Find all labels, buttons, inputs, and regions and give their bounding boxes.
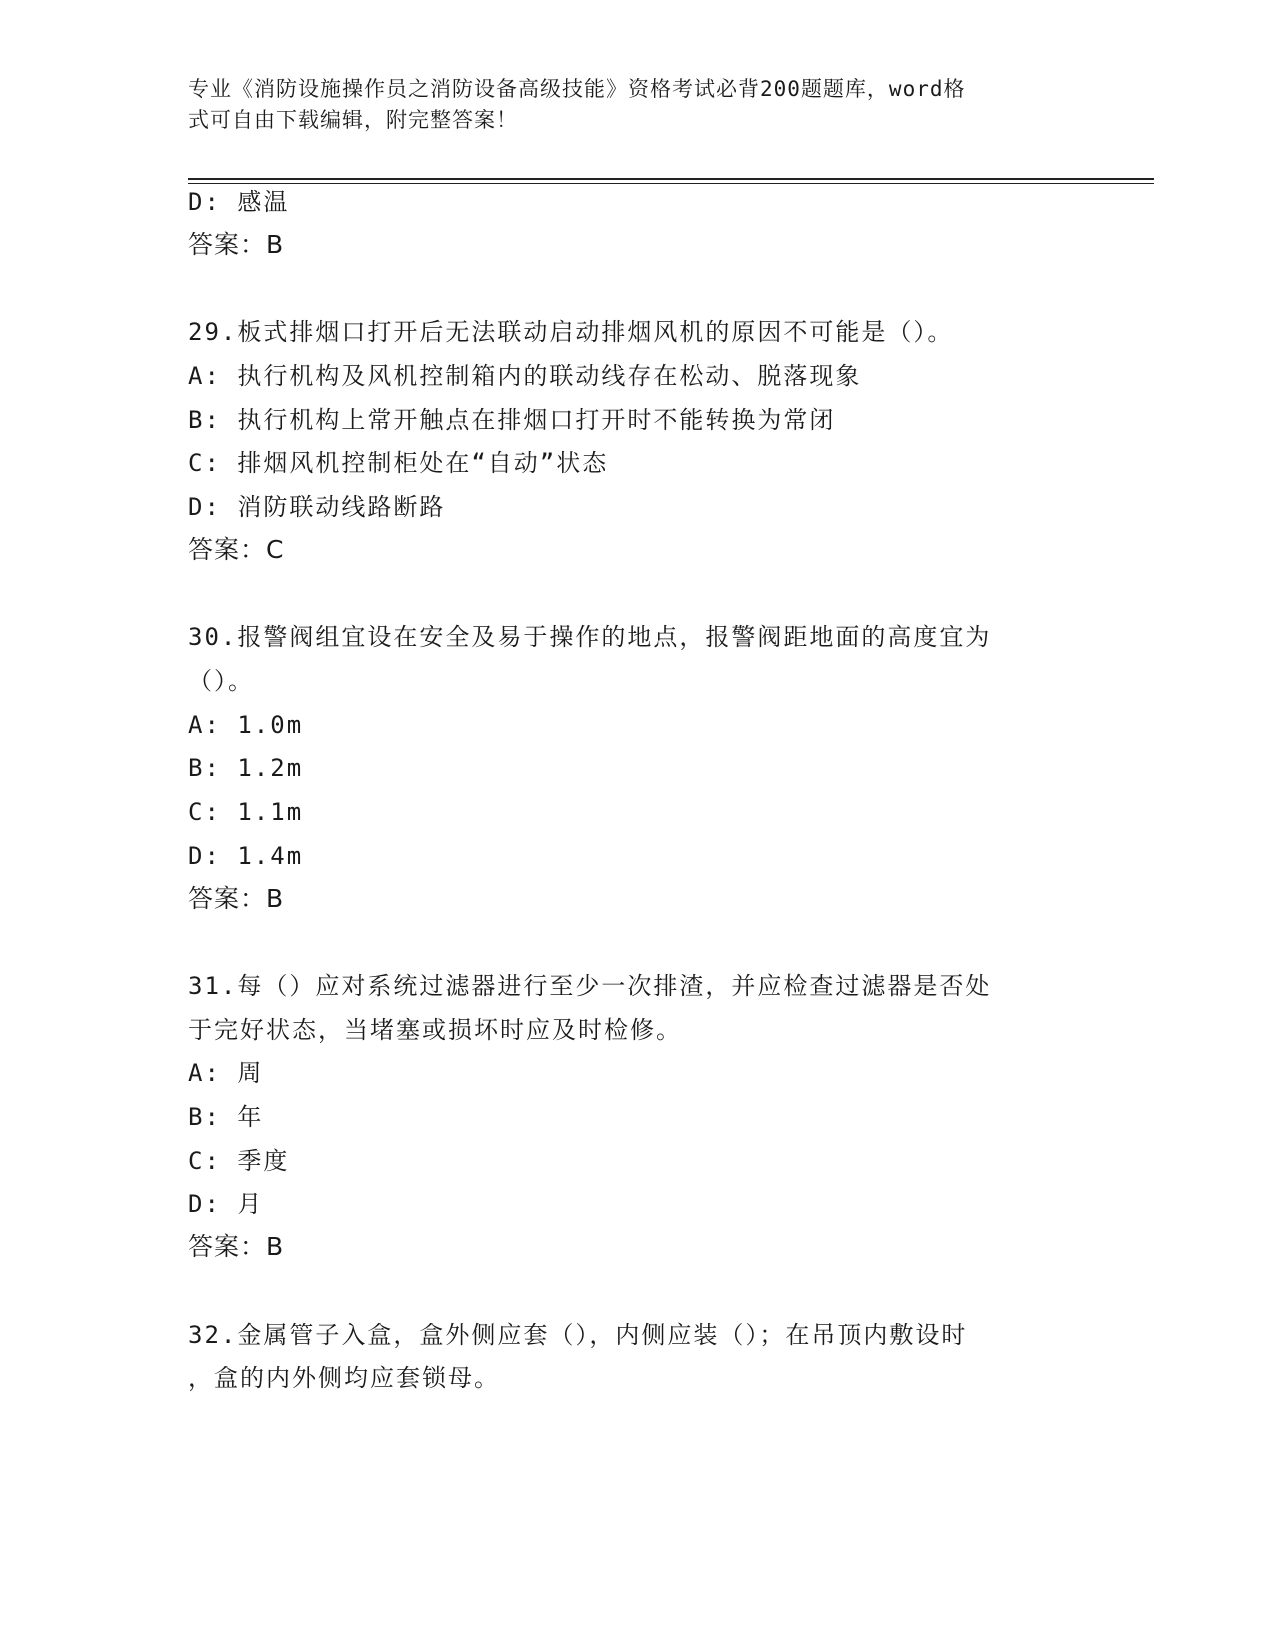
header-line-2: 式可自由下载编辑，附完整答案！ xyxy=(188,108,518,132)
question-31-answer: 答案：B xyxy=(188,1232,285,1261)
question-30-answer: 答案：B xyxy=(188,884,285,913)
prev-answer: 答案：B xyxy=(188,230,285,259)
question-29-option-b: B: 执行机构上常开触点在排烟口打开时不能转换为常闭 xyxy=(188,406,836,434)
question-31-option-a: A: 周 xyxy=(188,1059,264,1087)
header-line-1: 专业《消防设施操作员之消防设备高级技能》资格考试必背200题题库，word格 xyxy=(188,77,966,101)
question-31-stem-line-2: 于完好状态，当堵塞或损坏时应及时检修。 xyxy=(188,1016,682,1044)
question-31-option-c: C: 季度 xyxy=(188,1147,290,1175)
question-29-option-c: C: 排烟风机控制柜处在“自动”状态 xyxy=(188,449,609,477)
question-29-option-d: D: 消防联动线路断路 xyxy=(188,493,446,521)
question-32-stem-line-1: 32.金属管子入盒，盒外侧应套（），内侧应装（）；在吊顶内敷设时 xyxy=(188,1321,968,1349)
header-rule-thin xyxy=(188,183,1154,184)
question-30-option-d: D: 1.4m xyxy=(188,842,304,870)
question-29-answer: 答案：C xyxy=(188,535,285,564)
question-30-option-a: A: 1.0m xyxy=(188,711,304,739)
prev-option-d: D: 感温 xyxy=(188,188,290,216)
question-32-stem-line-2: ，盒的内外侧均应套锁母。 xyxy=(188,1364,500,1392)
question-31-option-d: D: 月 xyxy=(188,1190,264,1218)
question-29-option-a: A: 执行机构及风机控制箱内的联动线存在松动、脱落现象 xyxy=(188,362,862,390)
question-29-stem: 29.板式排烟口打开后无法联动启动排烟风机的原因不可能是（）。 xyxy=(188,318,954,346)
question-30-stem-line-2: （）。 xyxy=(188,667,254,695)
question-30-option-c: C: 1.1m xyxy=(188,798,304,826)
question-30-stem-line-1: 30.报警阀组宜设在安全及易于操作的地点，报警阀距地面的高度宜为 xyxy=(188,623,992,651)
question-30-option-b: B: 1.2m xyxy=(188,754,304,782)
header-rule-thick xyxy=(188,178,1154,180)
question-31-stem-line-1: 31.每（）应对系统过滤器进行至少一次排渣，并应检查过滤器是否处 xyxy=(188,972,992,1000)
question-31-option-b: B: 年 xyxy=(188,1103,264,1131)
document-header xyxy=(188,74,1068,136)
